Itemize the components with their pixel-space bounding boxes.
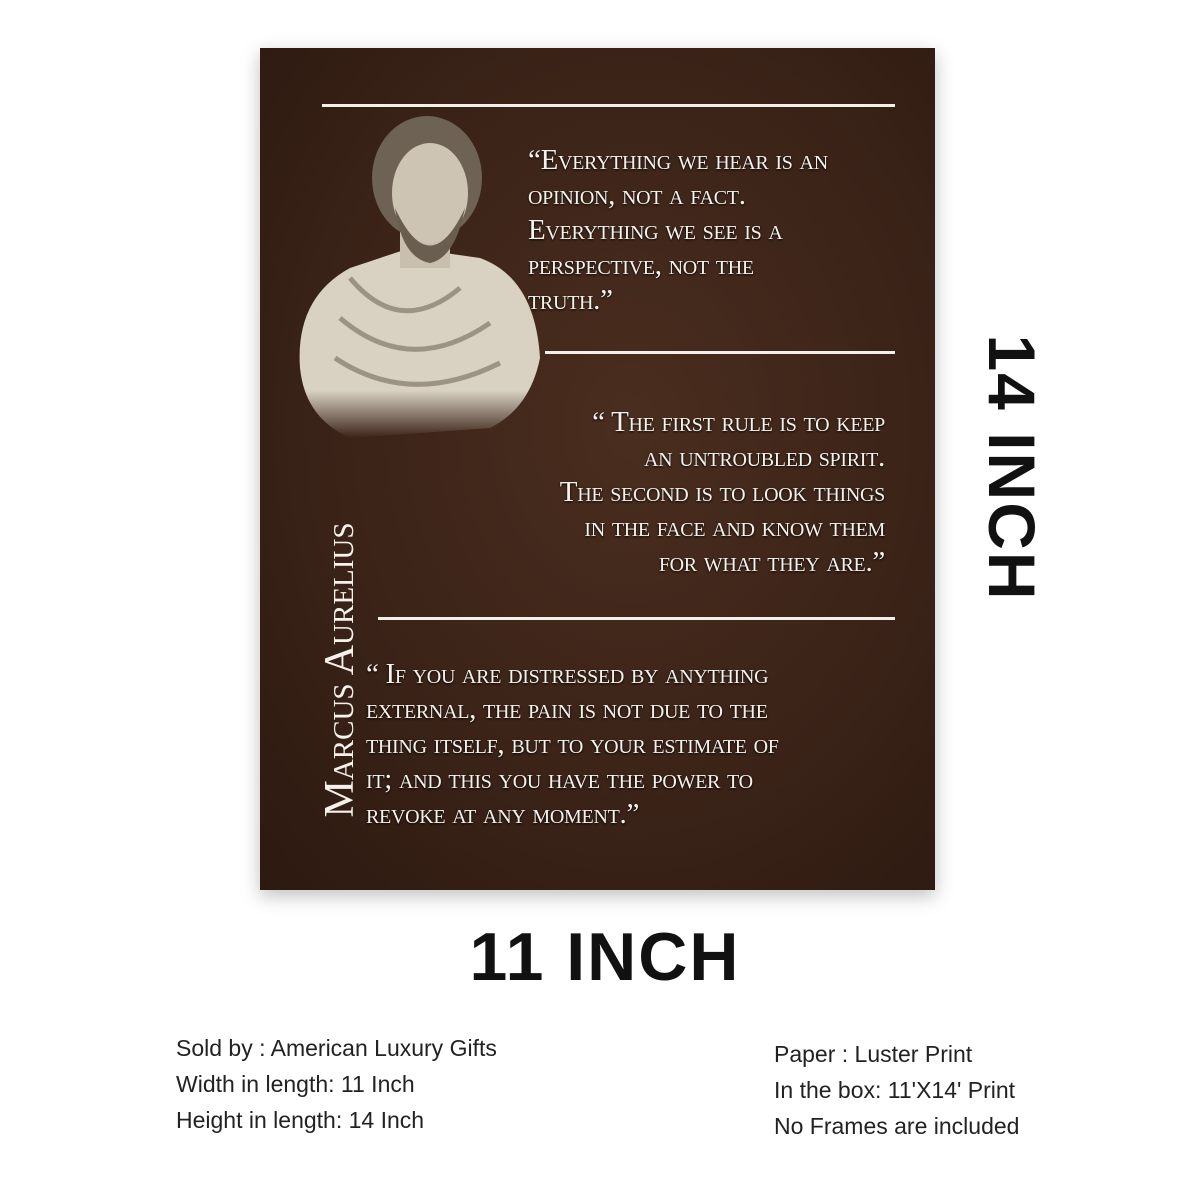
quote-line: external, the pain is not due to the: [366, 693, 768, 725]
quote-line: it; and this you have the power to: [366, 763, 753, 795]
quote-line: “ If you are distressed by anything: [366, 658, 769, 690]
quote-line: thing itself, but to your estimate of: [366, 728, 779, 760]
width-dimension-label: 11 INCH: [469, 919, 741, 995]
box-contents-info: In the box: 11'X14' Print: [774, 1077, 1016, 1103]
quote-line: perspective, not the: [528, 249, 754, 281]
poster: [260, 48, 935, 890]
quote-line: in the face and know them: [584, 511, 885, 543]
quote-1: [528, 143, 828, 318]
paper-info: Paper : Luster Print: [774, 1041, 973, 1067]
quote-3: [366, 657, 779, 832]
height-info: Height in length: 14 Inch: [176, 1107, 425, 1133]
product-info-right: [774, 1036, 1019, 1144]
width-info: Width in length: 11 Inch: [176, 1071, 415, 1097]
quote-line: opinion, not a fact.: [528, 179, 746, 211]
divider-bottom: [378, 617, 895, 620]
quote-line: The second is to look things: [559, 476, 885, 508]
height-dimension-label: 14 INCH: [975, 334, 1049, 602]
quote-line: revoke at any moment.”: [366, 798, 640, 830]
sold-by: Sold by : American Luxury Gifts: [176, 1035, 497, 1061]
quote-line: “Everything we hear is an: [528, 144, 828, 176]
marcus-aurelius-bust-image: [290, 108, 550, 468]
product-info-left: [176, 1030, 497, 1138]
quote-line: an untroubled spirit.: [643, 441, 885, 473]
quote-line: for what they are.”: [658, 546, 885, 578]
frames-info: No Frames are included: [774, 1113, 1020, 1139]
divider-top: [322, 104, 895, 107]
author-name: Marcus Aurelius: [317, 522, 363, 818]
quote-line: Everything we see is a: [528, 214, 783, 246]
quote-2: [560, 405, 885, 580]
quote-line: “ The first rule is to keep: [592, 406, 885, 438]
quote-line: truth.”: [528, 284, 613, 316]
divider-middle: [545, 351, 895, 354]
